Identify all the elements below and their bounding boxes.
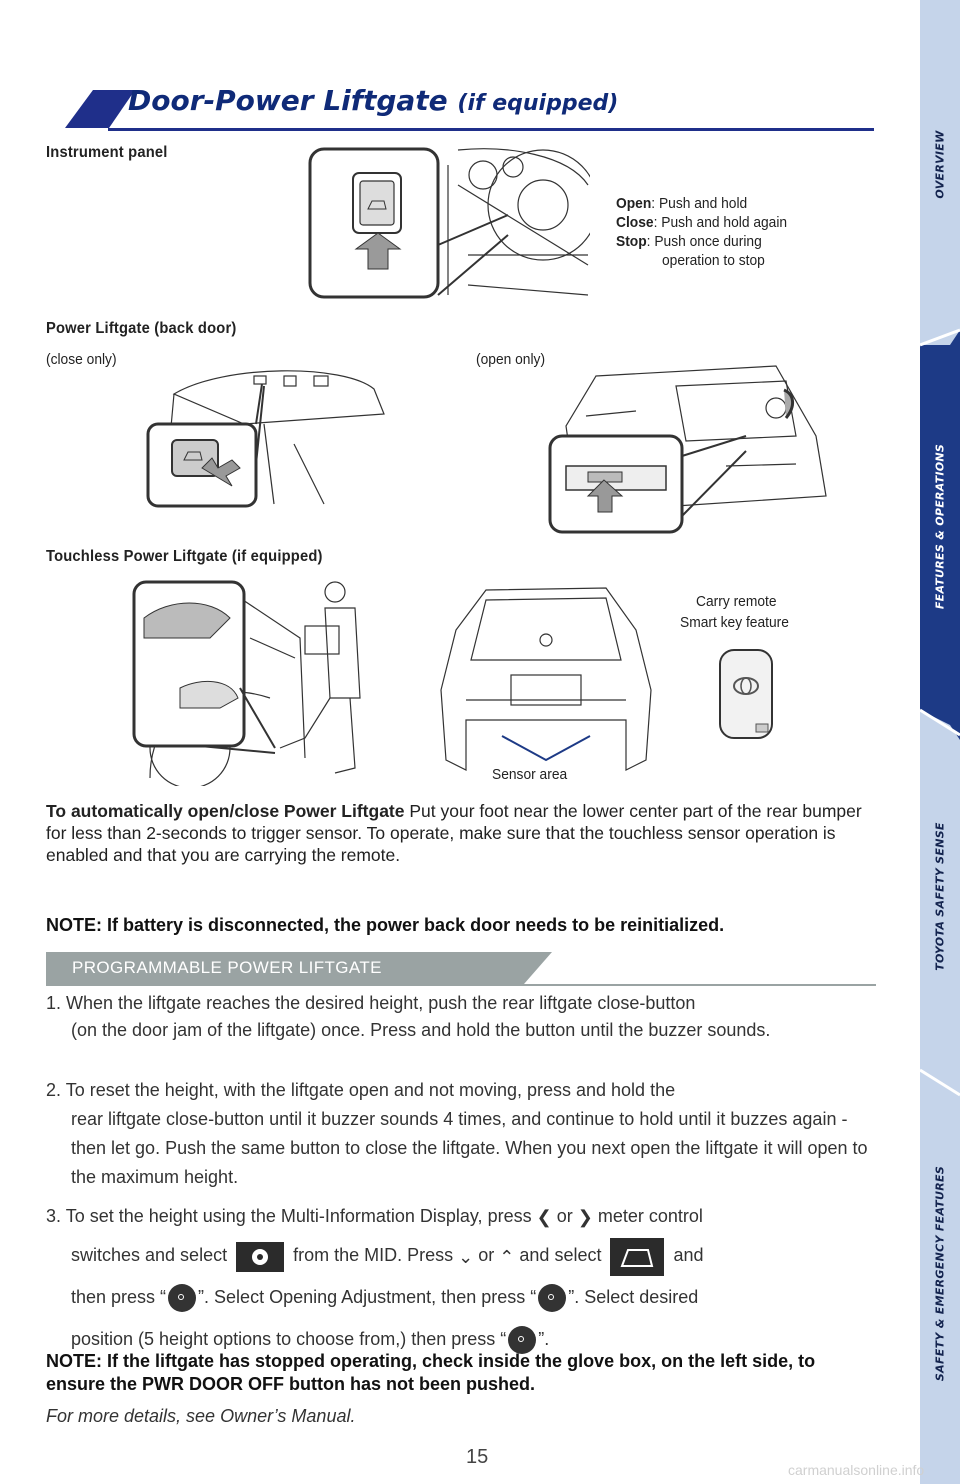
sensor-area-label: Sensor area [492,766,568,783]
close-only-label: (close only) [46,351,117,368]
smart-key-label: Smart key feature [680,614,789,631]
carry-remote-label: Carry remote [696,593,777,610]
chevron-right-icon: ❯ [577,1207,593,1228]
page-number: 15 [466,1446,489,1468]
step-2: 2. To reset the height, with the liftgate open and not moving, press and hold the rear liftgate close-button until it buzzer sounds 4 times, and continue to hold until it buzzes again -then let go. Push the same button to close the liftgate. When you next open the liftgate it will open to the maximum height. [46,1080,868,1187]
watermark: carmanualsonline.info [788,1462,925,1478]
tab-safety-emergency[interactable]: SAFETY & EMERGENCY FEATURES [933,1165,947,1382]
chevron-left-icon: ❮ [536,1207,552,1228]
instrument-panel-illustration [308,145,590,303]
touchless-kick-illustration [130,578,420,786]
power-liftgate-heading: Power Liftgate (back door) [46,320,237,337]
open-only-label: (open only) [476,351,546,368]
tab-features-operations[interactable]: FEATURES & OPERATIONS [933,443,947,610]
close-button-illustration [144,364,390,512]
section-title: PROGRAMMABLE POWER LIFTGATE [72,958,382,977]
pwr-door-off-note: NOTE: If the liftgate has stopped operating, check inside the glove box, on the left side, to ensure the PWR DOOR OFF button has not been pushed. [46,1351,816,1394]
touchless-heading: Touchless Power Liftgate (if equipped) [46,548,323,565]
rear-vehicle-illustration [426,580,662,780]
ok-button-icon [538,1284,566,1312]
tab-toyota-safety-sense[interactable]: TOYOTA SAFETY SENSE [933,822,947,971]
settings-gear-icon [236,1242,284,1272]
section-rule [46,984,876,986]
page-title: Door-Power Liftgate (if equipped) [128,84,619,117]
ok-button-icon [168,1284,196,1312]
liftgate-door-icon [610,1238,664,1276]
liftgate-operation-instructions: Open: Push and hold Close: Push and hold again Stop: Push once during operation to stop [616,195,788,269]
open-button-illustration [546,356,832,536]
sidebar [920,0,960,1484]
owners-manual-note: For more details, see Owner’s Manual. [46,1406,356,1426]
instrument-panel-heading: Instrument panel [46,144,168,161]
title-rule [108,128,874,131]
step-1: 1. When the liftgate reaches the desired height, push the rear liftgate close-button (on the door jam of the liftgate) once. Press and hold the button until the buzzer sounds. [46,993,771,1040]
battery-note: NOTE: If battery is disconnected, the power back door needs to be reinitialized. [46,915,725,935]
title-flag-shape [65,90,135,130]
auto-open-paragraph: To automatically open/close Power Liftgate Put your foot near the lower center part of the rear bumper for less than 2-seconds to trigger sensor. To operate, make sure that the touchless sensor operation is enabled and that you are carrying the remote. [46,801,862,865]
step-3: 3. To set the height using the Multi-Information Display, press ❮ or ❯ meter control switches and select from the MID. Press ⌄ or ⌃ and select and then press “ ”. Select Opening Adjustment, then press “ ”. Select desired position (5 height options to choose from,) then press “ ”. [46,1197,876,1360]
smart-key-icon [716,648,776,742]
chevron-up-icon: ⌃ [499,1246,515,1267]
chevron-down-icon: ⌄ [458,1246,474,1267]
tab-overview[interactable]: OVERVIEW [933,130,947,199]
